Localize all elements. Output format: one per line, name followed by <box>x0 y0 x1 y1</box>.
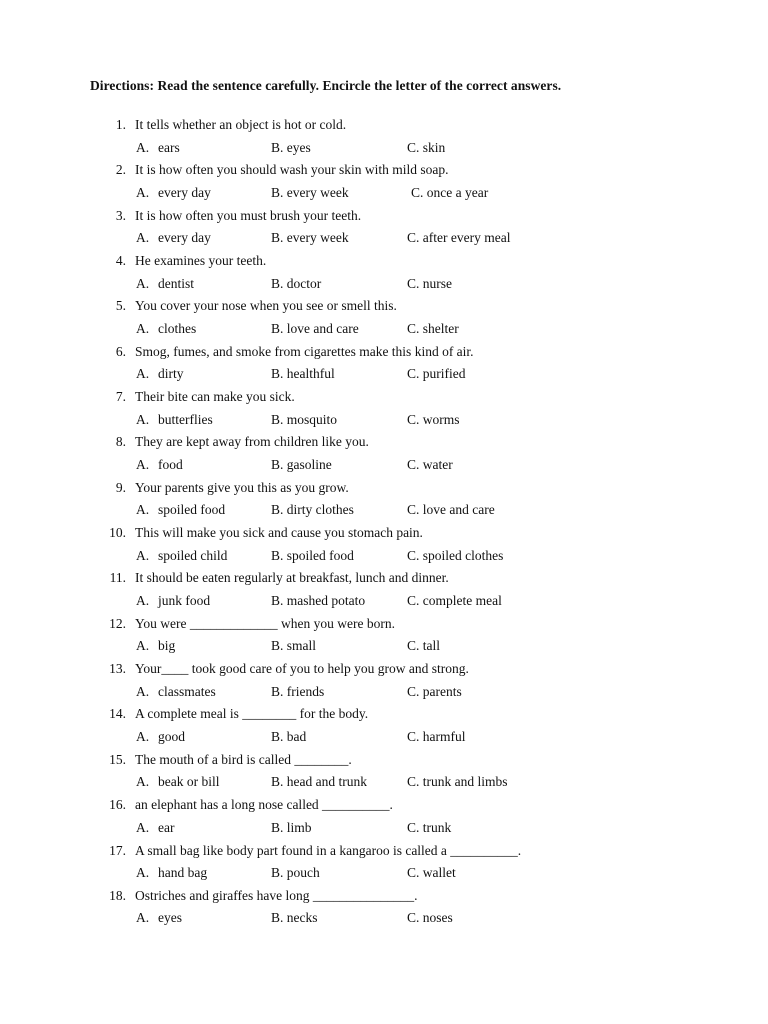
choice-letter: A. <box>136 547 150 563</box>
choice-b <box>271 819 312 837</box>
choice-text: big <box>158 638 176 654</box>
question-text: You cover your nose when you see or smell this. <box>135 298 397 314</box>
choice-text: skin <box>422 139 446 155</box>
question-number: 10. <box>109 525 126 541</box>
choice-c <box>407 819 451 837</box>
question-text: It is how often you must brush your teeth. <box>135 207 362 223</box>
choice-text: beak or bill <box>158 774 220 790</box>
choice-text: ears <box>158 139 180 155</box>
choice-letter: C. <box>407 774 420 790</box>
choice-letter: B. <box>271 819 284 835</box>
choice-text: clothes <box>158 320 197 336</box>
question-item <box>0 796 768 841</box>
choice-letter: A. <box>136 320 150 336</box>
choice-c <box>407 139 445 157</box>
choice-letter: C. <box>407 638 420 654</box>
choice-letter: A. <box>136 683 150 699</box>
choice-letter: C. <box>407 230 420 246</box>
choice-letter: A. <box>136 774 150 790</box>
choice-b <box>271 864 320 882</box>
choice-letter: B. <box>271 139 284 155</box>
choice-letter: B. <box>271 320 284 336</box>
question-text: an elephant has a long nose called __________. <box>135 797 393 813</box>
choice-c <box>407 501 495 519</box>
choice-text: eyes <box>158 910 182 926</box>
choice-letter: C. <box>407 865 420 880</box>
choice-a <box>136 728 185 746</box>
question-item <box>0 433 768 478</box>
choice-a <box>136 229 211 247</box>
question-number: 7. <box>115 389 126 405</box>
choice-letter: B. <box>271 366 284 382</box>
question-item <box>0 660 768 705</box>
choice-b <box>271 184 349 202</box>
choice-c <box>407 773 508 791</box>
choice-text: complete meal <box>422 592 502 608</box>
choice-letter: C. <box>407 502 420 518</box>
choice-text: wallet <box>422 865 456 880</box>
choice-letter: B. <box>271 184 284 200</box>
choice-letter: A. <box>136 638 150 654</box>
choice-c <box>407 864 456 882</box>
choice-text: head and trunk <box>286 774 367 790</box>
question-text: A small bag like body part found in a kangaroo is called a __________. <box>135 842 522 858</box>
choice-text: once a year <box>426 184 489 200</box>
choice-text: noses <box>422 910 453 926</box>
choice-text: water <box>422 456 453 472</box>
choice-letter: B. <box>271 230 284 246</box>
choice-letter: C. <box>407 592 420 608</box>
question-text: This will make you sick and cause you stomach pain. <box>135 525 423 541</box>
choice-text: parents <box>422 683 462 699</box>
choice-a <box>136 184 211 202</box>
choice-c <box>407 547 503 565</box>
question-item <box>0 252 768 297</box>
question-text: It tells whether an object is hot or cold. <box>135 117 347 132</box>
question-text: He examines your teeth. <box>135 253 267 269</box>
question-text: Your____ took good care of you to help you grow and strong. <box>135 661 469 677</box>
choice-letter: A. <box>136 230 150 246</box>
choice-text: friends <box>286 683 325 699</box>
choice-text: every day <box>158 230 211 246</box>
choice-text: small <box>286 638 317 654</box>
choice-text: every day <box>158 184 211 200</box>
question-number: 4. <box>115 253 126 269</box>
choice-text: trunk <box>422 819 452 835</box>
choice-letter: C. <box>407 819 420 835</box>
choice-c <box>407 683 462 701</box>
choice-letter: C. <box>407 728 420 744</box>
question-number: 12. <box>109 615 126 631</box>
question-text: They are kept away from children like you. <box>135 434 369 450</box>
question-number: 13. <box>109 661 126 677</box>
question-item <box>0 388 768 433</box>
question-number: 8. <box>115 434 126 450</box>
choice-a <box>136 637 175 655</box>
choice-c <box>407 365 466 383</box>
choice-text: trunk and limbs <box>422 774 508 790</box>
question-text: Your parents give you this as you grow. <box>135 479 349 495</box>
choice-text: classmates <box>158 683 216 699</box>
question-item <box>0 479 768 524</box>
choice-c <box>411 184 488 202</box>
choice-a <box>136 139 180 157</box>
choice-text: mashed potato <box>286 592 366 608</box>
choice-letter: B. <box>271 502 284 518</box>
question-item <box>0 343 768 388</box>
choice-letter: B. <box>271 728 284 744</box>
choice-c <box>407 411 460 429</box>
choice-letter: B. <box>271 638 284 654</box>
choice-letter: C. <box>407 411 420 427</box>
choice-a <box>136 275 194 293</box>
question-item <box>0 887 768 932</box>
choice-b <box>271 501 354 519</box>
choice-a <box>136 320 196 338</box>
directions-heading: Directions: Read the sentence carefully. Encircle the letter of the correct answers. <box>90 78 562 93</box>
choice-b <box>271 456 332 474</box>
question-text: You were _____________ when you were born. <box>135 615 395 631</box>
choice-text: harmful <box>422 728 466 744</box>
question-item <box>0 751 768 796</box>
choice-text: love and care <box>422 502 495 518</box>
question-number: 11. <box>109 570 126 586</box>
choice-text: good <box>158 728 185 744</box>
question-item <box>0 116 768 161</box>
question-text: A complete meal is ________ for the body. <box>135 706 369 722</box>
choice-text: pouch <box>286 865 320 880</box>
choice-letter: B. <box>271 547 284 563</box>
choice-letter: C. <box>407 366 420 382</box>
choice-letter: C. <box>407 320 420 336</box>
choice-text: butterflies <box>158 411 213 427</box>
choice-letter: C. <box>407 275 420 291</box>
question-item <box>0 524 768 569</box>
choice-letter: A. <box>136 502 150 518</box>
question-number: 14. <box>109 706 126 722</box>
choice-letter: A. <box>136 275 150 291</box>
choice-letter: B. <box>271 910 284 926</box>
choice-b <box>271 411 337 429</box>
choice-b <box>271 320 359 338</box>
choice-text: healthful <box>286 366 335 382</box>
choice-a <box>136 456 183 474</box>
question-text: Their bite can make you sick. <box>135 389 295 405</box>
question-number: 17. <box>109 842 126 858</box>
choice-letter: B. <box>271 456 284 472</box>
choice-letter: A. <box>136 184 150 200</box>
choice-c <box>407 320 459 338</box>
question-number: 2. <box>115 162 126 178</box>
choice-a <box>136 909 182 927</box>
choice-letter: A. <box>136 910 150 926</box>
choice-b <box>271 275 321 293</box>
choice-text: mosquito <box>286 411 338 427</box>
question-text: It is how often you should wash your skin with mild soap. <box>135 162 449 178</box>
question-number: 6. <box>115 343 126 359</box>
choice-letter: A. <box>136 411 150 427</box>
choice-text: spoiled food <box>158 502 226 518</box>
choice-b <box>271 365 335 383</box>
choice-letter: A. <box>136 865 150 880</box>
choice-text: doctor <box>286 275 322 291</box>
choice-letter: C. <box>407 910 420 926</box>
choice-text: tall <box>422 638 441 654</box>
choice-c <box>407 909 453 927</box>
choice-text: every week <box>286 230 349 246</box>
choice-text: after every meal <box>422 230 511 246</box>
choice-letter: A. <box>136 139 150 155</box>
choice-letter: C. <box>407 547 420 563</box>
question-number: 15. <box>109 751 126 767</box>
choice-b <box>271 773 367 791</box>
choice-text: dirty clothes <box>286 502 354 518</box>
question-item <box>0 207 768 252</box>
choice-c <box>407 275 452 293</box>
choice-letter: B. <box>271 592 284 608</box>
question-number: 9. <box>115 479 126 495</box>
choice-a <box>136 365 184 383</box>
choice-b <box>271 139 311 157</box>
choice-letter: B. <box>271 774 284 790</box>
question-item <box>0 569 768 614</box>
choice-b <box>271 637 316 655</box>
choice-text: gasoline <box>286 456 332 472</box>
question-list <box>0 116 768 932</box>
choice-a <box>136 501 225 519</box>
choice-letter: A. <box>136 366 150 382</box>
choice-text: every week <box>286 184 349 200</box>
choice-c <box>407 456 453 474</box>
choice-text: purified <box>422 366 466 382</box>
choice-text: spoiled food <box>286 547 354 563</box>
choice-letter: B. <box>271 411 284 427</box>
choice-text: junk food <box>158 592 211 608</box>
choice-text: food <box>158 456 183 472</box>
choice-b <box>271 547 354 565</box>
choice-letter: C. <box>407 683 420 699</box>
question-number: 18. <box>109 887 126 903</box>
choice-c <box>407 229 510 247</box>
choice-letter: B. <box>271 683 284 699</box>
choice-letter: A. <box>136 592 150 608</box>
question-item <box>0 297 768 342</box>
choice-b <box>271 728 306 746</box>
choice-b <box>271 229 349 247</box>
question-text: The mouth of a bird is called ________. <box>135 751 352 767</box>
choice-a <box>136 411 213 429</box>
choice-c <box>407 592 502 610</box>
question-number: 16. <box>109 797 126 813</box>
question-number: 1. <box>115 117 126 132</box>
choice-a <box>136 773 219 791</box>
choice-text: limb <box>286 819 312 835</box>
choice-text: shelter <box>422 320 459 336</box>
choice-b <box>271 909 318 927</box>
question-item <box>0 842 768 887</box>
choice-letter: B. <box>271 275 284 291</box>
choice-a <box>136 864 207 882</box>
choice-text: nurse <box>422 275 453 291</box>
question-text: It should be eaten regularly at breakfast, lunch and dinner. <box>135 570 449 586</box>
choice-c <box>407 728 466 746</box>
question-item <box>0 615 768 660</box>
choice-text: bad <box>286 728 307 744</box>
question-text: Smog, fumes, and smoke from cigarettes make this kind of air. <box>135 343 474 359</box>
choice-letter: A. <box>136 728 150 744</box>
choice-text: worms <box>422 411 460 427</box>
choice-letter: C. <box>407 139 420 155</box>
question-text: Ostriches and giraffes have long _______________. <box>135 887 418 903</box>
choice-letter: A. <box>136 456 150 472</box>
choice-text: hand bag <box>158 865 208 880</box>
question-number: 5. <box>115 298 126 314</box>
question-number: 3. <box>115 207 126 223</box>
choice-text: dentist <box>158 275 194 291</box>
choice-b <box>271 683 324 701</box>
choice-letter: A. <box>136 819 150 835</box>
choice-letter: C. <box>407 456 420 472</box>
choice-c <box>407 637 440 655</box>
question-item <box>0 161 768 206</box>
choice-a <box>136 819 174 837</box>
choice-b <box>271 592 365 610</box>
choice-text: eyes <box>286 139 311 155</box>
choice-text: ear <box>158 819 175 835</box>
choice-text: love and care <box>286 320 359 336</box>
question-item <box>0 705 768 750</box>
choice-letter: C. <box>411 184 424 200</box>
choice-text: necks <box>286 910 318 926</box>
choice-a <box>136 547 227 565</box>
choice-text: dirty <box>158 366 184 382</box>
choice-letter: B. <box>271 865 284 880</box>
choice-text: spoiled clothes <box>422 547 504 563</box>
choice-a <box>136 683 216 701</box>
choice-a <box>136 592 210 610</box>
choice-text: spoiled child <box>158 547 228 563</box>
